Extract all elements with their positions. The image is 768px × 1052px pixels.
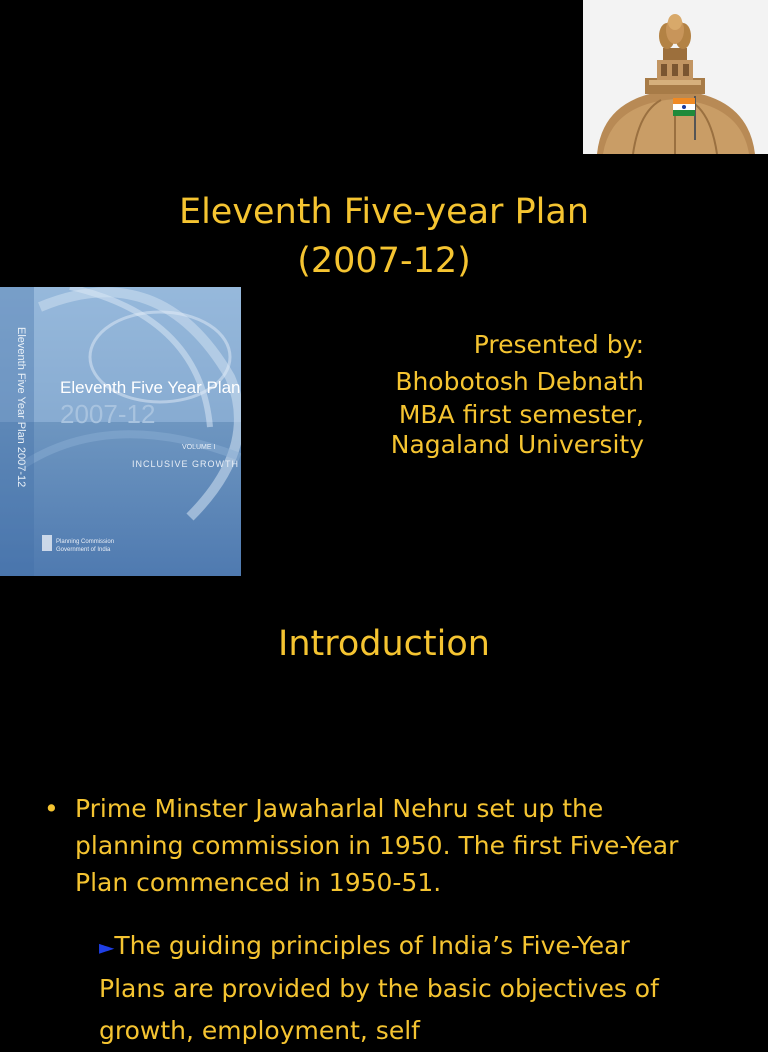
sub-bullet-item (99, 925, 699, 1052)
cover-spine: Eleventh Five Year Plan 2007-12 (15, 327, 27, 488)
cover-publisher-line1: Planning Commission (56, 539, 115, 545)
presenter-block (391, 326, 644, 460)
plan-cover-image (0, 287, 241, 576)
presenter-name: Bhobotosh Debnath (395, 367, 644, 396)
slide-title (0, 188, 768, 286)
section-heading: Introduction (278, 624, 490, 664)
dome-illustration (583, 0, 768, 154)
bullet-dot: • (44, 794, 59, 823)
cover-publisher-line2: Government of India (56, 547, 111, 553)
emblem-dome-image (583, 0, 768, 154)
sub-bullet-text: The guiding principles of India’s Five-Year Plans are provided by the basic objectives of growth, employment, self (99, 931, 659, 1045)
cover-title: Eleventh Five Year Plan (60, 378, 241, 397)
arrow-icon: ► (99, 935, 115, 959)
bullet-text: Prime Minster Jawaharlal Nehru set up the planning commission in 1950. The first Five-Year Plan commenced in 1950-51. (75, 794, 679, 897)
cover-volume: VOLUME I (182, 444, 216, 451)
cover-subtitle: INCLUSIVE GROWTH (132, 459, 240, 469)
slide-title-line1: Eleventh Five-year Plan (178, 192, 590, 232)
slide-title-line2: (2007-12) (297, 241, 471, 281)
presenter-program: MBA first semester, (398, 400, 644, 429)
cover-years: 2007-12 (60, 399, 156, 429)
presented-by-label: Presented by: (473, 330, 644, 359)
cover-illustration (0, 287, 241, 576)
presenter-university: Nagaland University (390, 430, 644, 459)
bullet-item (44, 790, 704, 901)
